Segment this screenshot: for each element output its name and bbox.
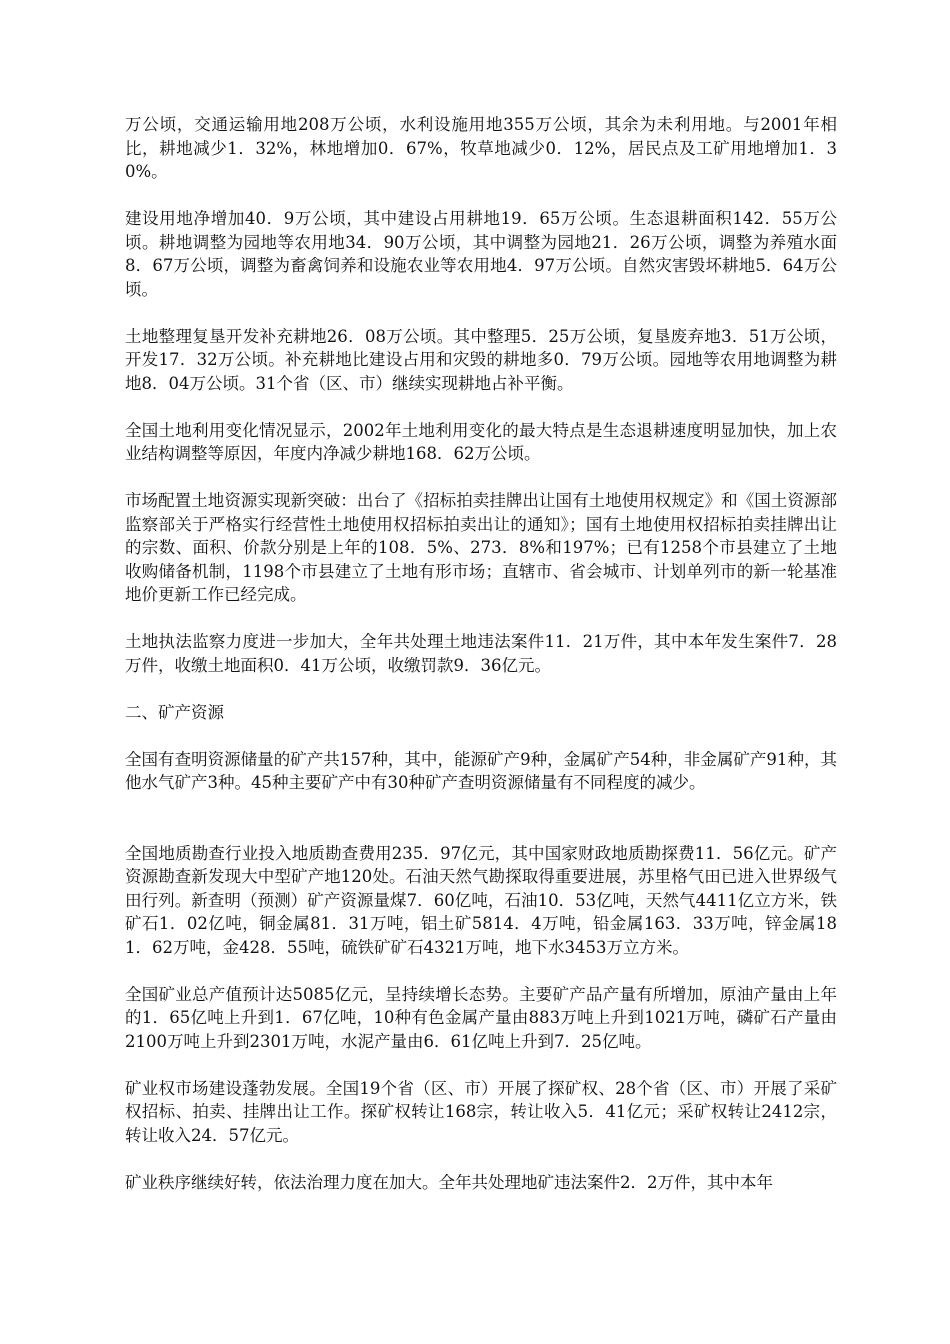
document-body xyxy=(125,113,837,1218)
paragraph-construction-land: 建设用地净增加40．9万公顷，其中建设占用耕地19．65万公顷。生态退耕面积142．55万公顷。耕地调整为园地等农用地34．90万公顷，其中调整为园地21．26万公顷，调整为养殖水面8．67万公顷，调整为畜禽饲养和设施农业等农用地4．97万公顷。自然灾害毁坏耕地5．64万公顷。 xyxy=(125,209,837,299)
paragraph-mining-output: 全国矿业总产值预计达5085亿元，呈持续增长态势。主要矿产品产量有所增加，原油产量由上年的1．65亿吨上升到1．67亿吨，10种有色金属产量由883万吨上升到1021万吨，磷矿石产量由2100万吨上升到2301万吨，水泥产量由6．61亿吨上升到7．25亿吨。 xyxy=(125,984,837,1051)
paragraph-geological-survey: 全国地质勘查行业投入地质勘查费用235．97亿元，其中国家财政地质勘探费11．56亿元。矿产资源勘查新发现大中型矿产地120处。石油天然气勘探取得重要进展，苏里格气田已进入世界级气田行列。新查明（预测）矿产资源量煤7．60亿吨，石油10．53亿吨，天然气4411亿立方米，铁矿石1．02亿吨，铜金属81．31万吨，铝土矿5814．4万吨，铅金属163．33万吨，锌金属181．62万吨，金428．55吨，硫铁矿矿石4321万吨，地下水3453万立方米。 xyxy=(125,843,837,957)
paragraph-land-enforcement: 土地执法监察力度进一步加大，全年共处理土地违法案件11．21万件，其中本年发生案件7．28万件，收缴土地面积0．41万公顷，收缴罚款9．36亿元。 xyxy=(125,632,837,675)
paragraph-mining-rights-market: 矿业权市场建设蓬勃发展。全国19个省（区、市）开展了探矿权、28个省（区、市）开展了采矿权招标、拍卖、挂牌出让工作。探矿权转让168宗，转让收入5．41亿元；采矿权转让2412宗，转让收入24．57亿元。 xyxy=(125,1078,837,1145)
section-heading-mineral-resources: 二、矿产资源 xyxy=(125,702,224,722)
paragraph-national-land-change: 全国土地利用变化情况显示，2002年土地利用变化的最大特点是生态退耕速度明显加快，加上农业结构调整等原因，年度内净减少耕地168．62万公顷。 xyxy=(125,420,837,463)
paragraph-land-market: 市场配置土地资源实现新突破：出台了《招标拍卖挂牌出让国有土地使用权规定》和《国土资源部监察部关于严格实行经营性土地使用权招标拍卖出让的通知》；国有土地使用权招标拍卖挂牌出让的宗数、面积、价款分别是上年的108．5%、273．8%和197%；已有1258个市县建立了土地收购储备机制，1198个市县建立了土地有形市场；直辖市、省会城市、计划单列市的新一轮基准地价更新工作已经完成。 xyxy=(125,491,837,604)
paragraph-mining-order: 矿业秩序继续好转，依法治理力度在加大。全年共处理地矿违法案件2．2万件，其中本年 xyxy=(125,1172,773,1192)
paragraph-mineral-reserves: 全国有查明资源储量的矿产共157种，其中，能源矿产9种，金属矿产54种，非金属矿产91种，其他水气矿产3种。45种主要矿产中有30种矿产查明资源储量有不同程度的减少。 xyxy=(125,749,837,792)
paragraph-land-consolidation: 土地整理复垦开发补充耕地26．08万公顷。其中整理5．25万公顷，复垦废弃地3．51万公顷，开发17．32万公顷。补充耕地比建设占用和灾毁的耕地多0．79万公顷。园地等农用地调整为耕地8．04万公顷。31个省（区、市）继续实现耕地占补平衡。 xyxy=(125,326,837,393)
paragraph-land-use-change: 万公顷，交通运输用地208万公顷，水利设施用地355万公顷，其余为未利用地。与2001年相比，耕地减少1．32%，林地增加0．67%，牧草地减少0．12%，居民点及工矿用地增加1．30%。 xyxy=(125,115,837,181)
